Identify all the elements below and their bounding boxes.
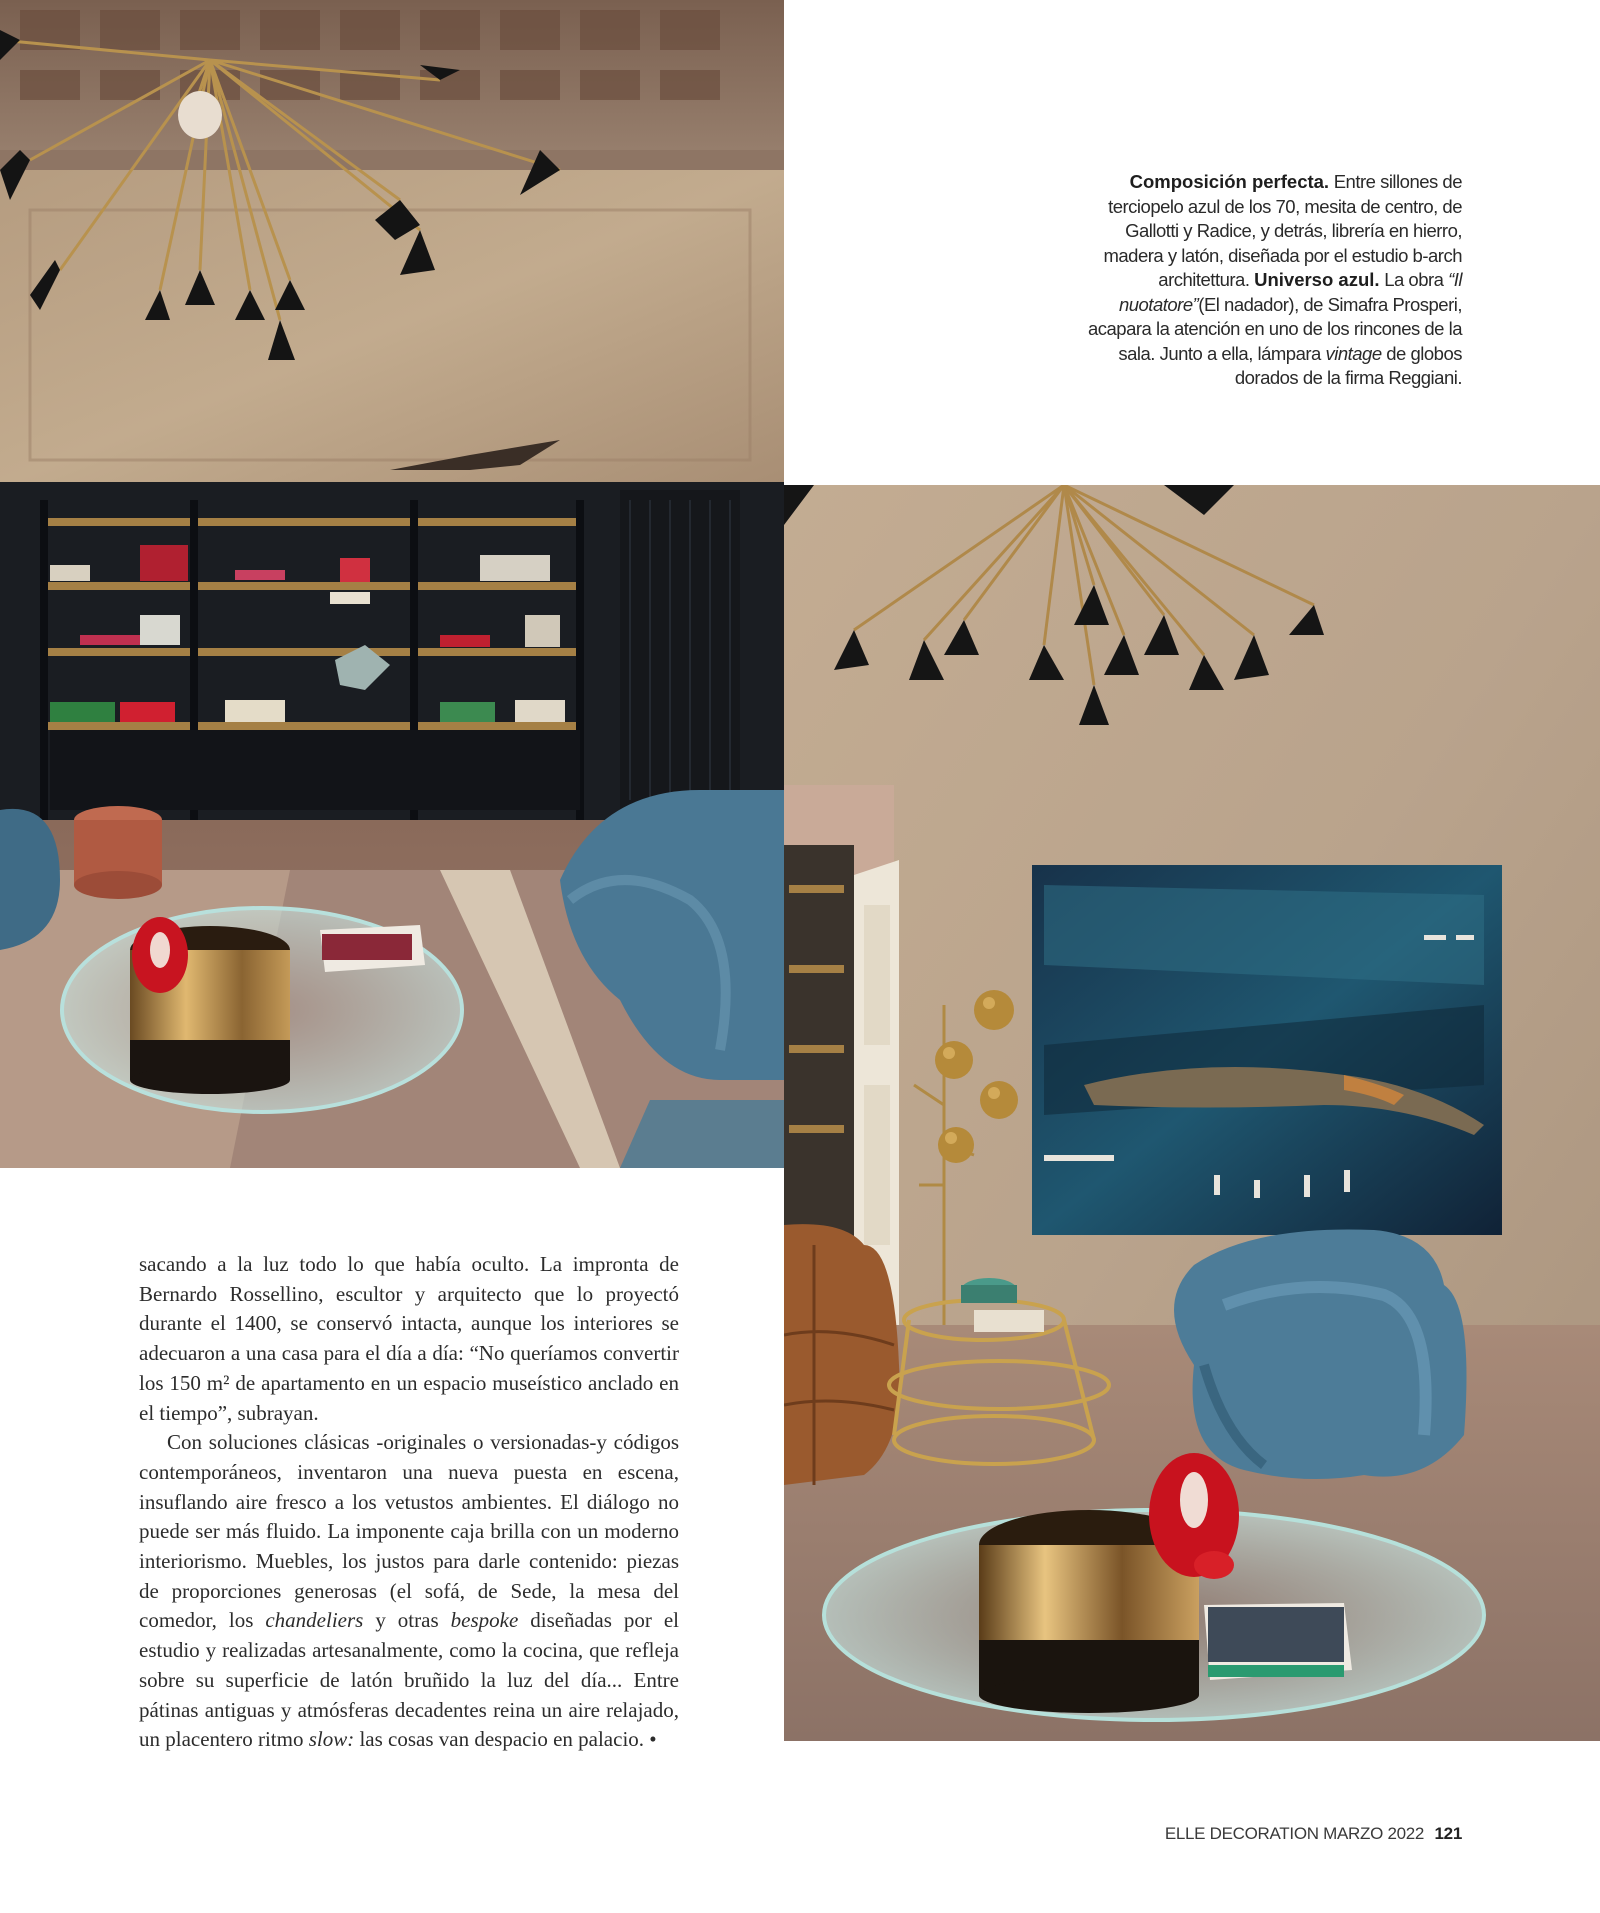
page-footer: [1165, 1824, 1462, 1844]
body-chandeliers: chandeliers: [265, 1608, 364, 1633]
body-slow: slow:: [308, 1727, 355, 1752]
body-p2-part-c: diseñadas por el estudio y realizadas artesanalmente, como la cocina, que refleja sobre su superficie de latón bruñido la luz del día... Entre pátinas antiguas y atmósferas decadentes reina un aire relajado, un placentero ritmo: [139, 1608, 680, 1752]
article-body: [139, 1250, 679, 1755]
footer-issue: MARZO 2022: [1323, 1824, 1425, 1843]
caption-text-composicion: Entre sillones de terciopelo azul de los 70, mesita de centro, de Gallotti y Radice, y detrás, librería en hierro, madera y latón, diseñada por el estudio b-arch architettura.: [1103, 171, 1462, 290]
page-number: 121: [1434, 1824, 1462, 1843]
caption-text-universo-a: La obra: [1384, 269, 1444, 290]
caption-text-universo-b: (El nadador), de Simafra Prosperi, acapara la atención en uno de los rincones de la sala. Junto a ella, lámpara: [1087, 293, 1462, 364]
photo-caption: [1070, 170, 1462, 391]
living-room-photo-painting: [784, 485, 1600, 1741]
caption-artwork-title: “Il nuotatore”: [1118, 269, 1462, 315]
body-paragraph-1: sacando a la luz todo lo que había oculto. La impronta de Bernardo Rossellino, escultor y arquitecto que lo proyectó durante el 1400, se conservó intacta, aunque los interiores se adecuaron a una casa para el día a día: “No queríamos convertir los 150 m² de apartamento en un espacio museístico anclado en el tiempo”, subrayan.: [139, 1252, 679, 1425]
body-p2-part-b: y otras: [375, 1608, 439, 1633]
body-p2-part-d: las cosas van despacio en palacio.: [359, 1727, 645, 1752]
caption-heading-universo: Universo azul.: [1254, 269, 1380, 290]
caption-text-universo-c: de globos dorados de la firma Reggiani.: [1234, 342, 1462, 388]
body-p2-part-a: Con soluciones clásicas -originales o versionadas-y códigos contemporáneos, inventaron una nueva puesta en escena, insuflando aire fresco a los vetustos ambientes. El diálogo no puede ser más fluido. La imponente caja brilla con un moderno interiorismo. Muebles, los justos para darle contenido: piezas de proporciones generosas (el sofá, de Sede, la mesa del comedor, los: [139, 1430, 679, 1633]
caption-vintage: vintage: [1325, 342, 1382, 364]
body-bespoke: bespoke: [450, 1608, 519, 1633]
end-mark: •: [649, 1727, 657, 1752]
footer-magazine: ELLE DECORATION: [1164, 1824, 1319, 1843]
body-paragraph-2: [139, 1428, 679, 1755]
caption-heading-composicion: Composición perfecta.: [1129, 171, 1330, 192]
living-room-photo-bookcase: [0, 0, 784, 1168]
